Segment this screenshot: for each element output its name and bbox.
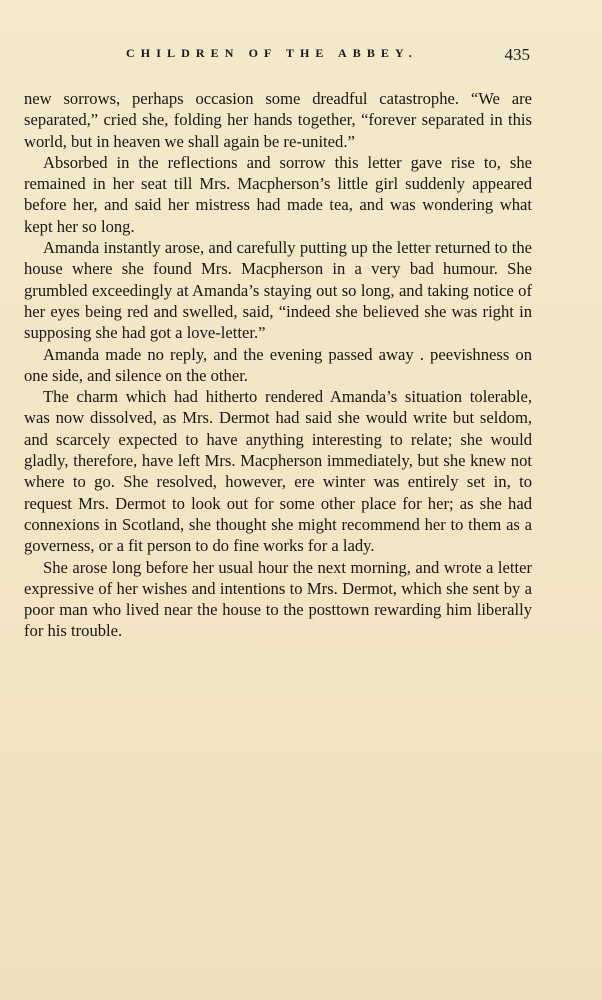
body-text (24, 88, 532, 642)
running-title: CHILDREN OF THE ABBEY. (126, 46, 418, 60)
page-number: 435 (504, 45, 530, 64)
paragraph-4: Amanda made no reply, and the evening passed away . peevishness on one side, and silence on the other. (24, 344, 532, 385)
paragraph-1: new sorrows, perhaps occasion some dreadful catastrophe. “We are separated,” cried she, folding her hands together, “forever separated in this world, but in heaven we shall again be re-united.” (24, 89, 532, 151)
paragraph-5: The charm which had hitherto rendered Amanda’s situation tolerable, was now dissolved, as Mrs. Dermot had said she would write but seldom, and scarcely expected to have anything interesting to relate; she would gladly, therefore, have left Mrs. Macpherson immediately, but she knew not where to go. She resolved, however, ere winter was entirely set in, to request Mrs. Dermot to look out for some other place for her; as she had connexions in Scotland, she thought she might recommend her to them as a governess, or a fit person to do fine works for a lady. (24, 387, 532, 556)
paragraph-6: She arose long before her usual hour the next morning, and wrote a letter expressive of her wishes and intentions to Mrs. Dermot, which she sent by a poor man who lived near the house to the posttown rewarding him liberally for his trouble. (24, 557, 532, 641)
paragraph-3: Amanda instantly arose, and carefully putting up the letter returned to the house where she found Mrs. Macpherson in a very bad humour. She grumbled exceedingly at Amanda’s staying out so long, and taking notice of her eyes being red and swelled, said, “indeed she believed she was right in supposing she had got a love-letter.” (24, 238, 532, 343)
paragraph-2: Absorbed in the reflections and sorrow this letter gave rise to, she remained in her seat till Mrs. Macpherson’s little girl suddenly appeared before her, and said her mistress had made tea, and was wondering what kept her so long. (24, 152, 532, 236)
